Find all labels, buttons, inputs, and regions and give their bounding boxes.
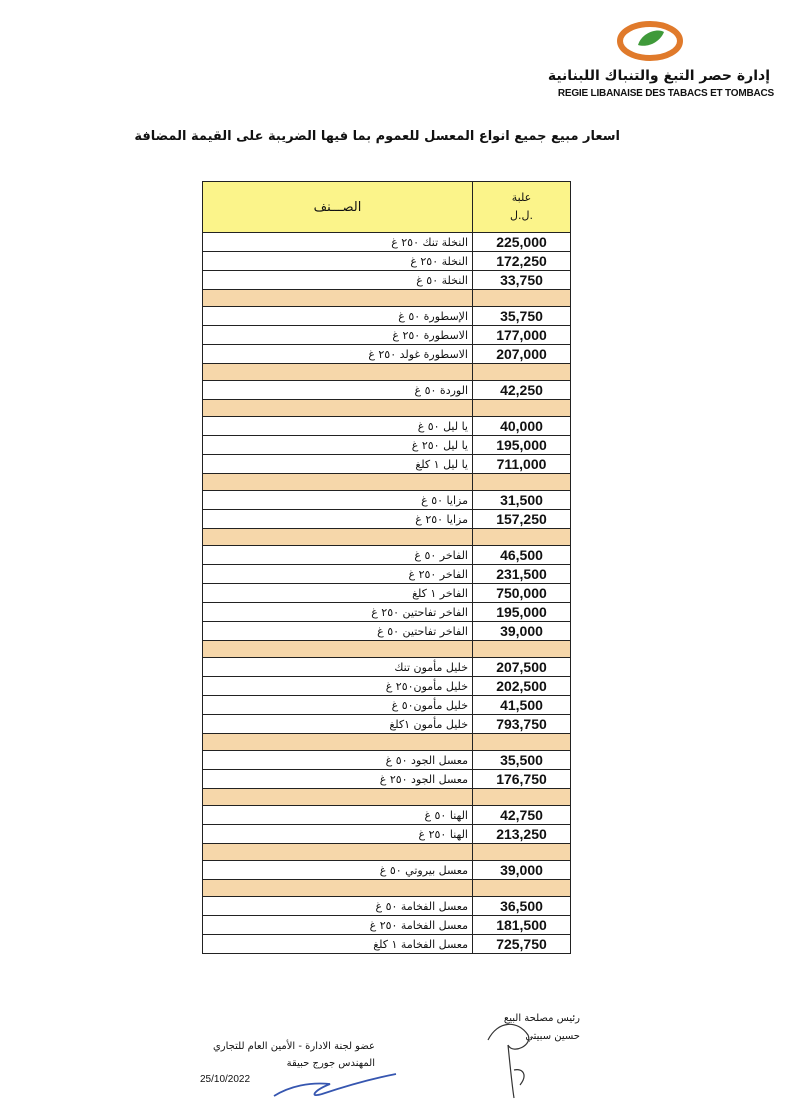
item-price: 33,750: [473, 271, 571, 290]
item-price: 42,250: [473, 381, 571, 400]
sales-head-title: رئيس مصلحة البيع: [503, 1013, 580, 1024]
item-price: 750,000: [473, 584, 571, 603]
item-price: 172,250: [473, 252, 571, 271]
separator-cell: [203, 529, 473, 546]
table-row: [203, 565, 571, 584]
group-separator-row: [203, 400, 571, 417]
price-unit-currency: ل.ل.: [510, 209, 533, 222]
table-row: [203, 307, 571, 326]
item-price: 35,500: [473, 751, 571, 770]
item-price: 31,500: [473, 491, 571, 510]
group-separator-row: [203, 789, 571, 806]
separator-cell: [203, 400, 473, 417]
table-row: [203, 436, 571, 455]
separator-cell: [203, 789, 473, 806]
column-header-item: الصـــنف: [203, 182, 473, 233]
signature-block-secretary-general: [200, 1038, 375, 1072]
handwritten-signature-right-icon: [478, 1000, 548, 1100]
separator-cell: [473, 734, 571, 751]
table-row: [203, 715, 571, 734]
item-name: النخلة ٥٠ غ: [203, 271, 473, 290]
separator-cell: [203, 641, 473, 658]
table-row: [203, 696, 571, 715]
item-name: معسل الفخامة ١ كلغ: [203, 935, 473, 954]
sales-head-name: حسين سبيتي: [525, 1031, 580, 1042]
item-name: معسل الفخامة ٢٥٠ غ: [203, 916, 473, 935]
group-separator-row: [203, 734, 571, 751]
item-name: الفاخر ٢٥٠ غ: [203, 565, 473, 584]
separator-cell: [473, 880, 571, 897]
table-row: [203, 584, 571, 603]
item-name: الهنا ٥٠ غ: [203, 806, 473, 825]
item-name: النخلة تنك ٢٥٠ غ: [203, 233, 473, 252]
item-price: 177,000: [473, 326, 571, 345]
item-name: مزايا ٥٠ غ: [203, 491, 473, 510]
table-row: [203, 916, 571, 935]
separator-cell: [203, 880, 473, 897]
item-name: خليل مأمون تنك: [203, 658, 473, 677]
item-price: 225,000: [473, 233, 571, 252]
table-row: [203, 455, 571, 474]
item-price: 35,750: [473, 307, 571, 326]
item-price: 157,250: [473, 510, 571, 529]
separator-cell: [203, 734, 473, 751]
table-row: [203, 233, 571, 252]
separator-cell: [473, 641, 571, 658]
org-name-arabic: إدارة حصر التبغ والتنباك اللبنانية: [547, 68, 770, 84]
secretary-title: عضو لجنة الادارة - الأمين العام للتجاري: [212, 1041, 375, 1052]
item-name: يا ليل ٥٠ غ: [203, 417, 473, 436]
item-price: 202,500: [473, 677, 571, 696]
separator-cell: [473, 400, 571, 417]
group-separator-row: [203, 474, 571, 491]
table-row: [203, 806, 571, 825]
table-row: [203, 603, 571, 622]
table-header-row: [203, 182, 571, 233]
item-name: الفاخر ٥٠ غ: [203, 546, 473, 565]
table-row: [203, 252, 571, 271]
item-name: معسل الجود ٥٠ غ: [203, 751, 473, 770]
group-separator-row: [203, 364, 571, 381]
secretary-name: المهندس جورج حبيقة: [286, 1058, 375, 1069]
item-name: الفاخر ١ كلغ: [203, 584, 473, 603]
document-title: اسعار مبيع جميع انواع المعسل للعموم بما فيها الضريبة على القيمة المضافة: [134, 129, 620, 144]
group-separator-row: [203, 641, 571, 658]
item-price: 195,000: [473, 436, 571, 455]
separator-cell: [473, 789, 571, 806]
item-price: 725,750: [473, 935, 571, 954]
handwritten-signature-left-icon: [270, 1068, 400, 1102]
item-name: يا ليل ٢٥٠ غ: [203, 436, 473, 455]
item-price: 46,500: [473, 546, 571, 565]
document-date: 25/10/2022: [200, 1074, 251, 1085]
table-row: [203, 271, 571, 290]
table-row: [203, 751, 571, 770]
group-separator-row: [203, 880, 571, 897]
item-price: 711,000: [473, 455, 571, 474]
table-row: [203, 491, 571, 510]
item-name: معسل الفخامة ٥٠ غ: [203, 897, 473, 916]
table-row: [203, 381, 571, 400]
item-price: 195,000: [473, 603, 571, 622]
item-name: الإسطورة ٥٠ غ: [203, 307, 473, 326]
item-name: خليل مأمون ١كلغ: [203, 715, 473, 734]
item-name: النخلة ٢٥٠ غ: [203, 252, 473, 271]
item-name: معسل الجود ٢٥٠ غ: [203, 770, 473, 789]
table-row: [203, 326, 571, 345]
item-price: 176,750: [473, 770, 571, 789]
table-row: [203, 825, 571, 844]
item-price: 181,500: [473, 916, 571, 935]
item-price: 40,000: [473, 417, 571, 436]
separator-cell: [203, 290, 473, 307]
item-price: 41,500: [473, 696, 571, 715]
table-row: [203, 677, 571, 696]
separator-cell: [473, 844, 571, 861]
item-price: 213,250: [473, 825, 571, 844]
column-header-price: [473, 182, 571, 233]
item-name: خليل مأمون٥٠ غ: [203, 696, 473, 715]
item-name: الاسطورة غولد ٢٥٠ غ: [203, 345, 473, 364]
item-name: الوردة ٥٠ غ: [203, 381, 473, 400]
table-row: [203, 345, 571, 364]
price-table: [202, 181, 571, 954]
item-price: 36,500: [473, 897, 571, 916]
table-row: [203, 546, 571, 565]
item-name: الاسطورة ٢٥٠ غ: [203, 326, 473, 345]
item-price: 39,000: [473, 861, 571, 880]
item-name: مزايا ٢٥٠ غ: [203, 510, 473, 529]
table-row: [203, 770, 571, 789]
table-row: [203, 861, 571, 880]
table-row: [203, 622, 571, 641]
item-price: 42,750: [473, 806, 571, 825]
separator-cell: [473, 474, 571, 491]
table-row: [203, 897, 571, 916]
group-separator-row: [203, 844, 571, 861]
item-name: معسل بيروتي ٥٠ غ: [203, 861, 473, 880]
item-name: خليل مأمون٢٥٠ غ: [203, 677, 473, 696]
item-price: 207,500: [473, 658, 571, 677]
price-table-body: [203, 182, 571, 954]
separator-cell: [473, 529, 571, 546]
item-name: الفاخر تفاحتين ٢٥٠ غ: [203, 603, 473, 622]
item-price: 231,500: [473, 565, 571, 584]
table-row: [203, 658, 571, 677]
item-name: الهنا ٢٥٠ غ: [203, 825, 473, 844]
group-separator-row: [203, 290, 571, 307]
separator-cell: [203, 844, 473, 861]
table-row: [203, 510, 571, 529]
separator-cell: [473, 364, 571, 381]
table-row: [203, 935, 571, 954]
org-name-french: REGIE LIBANAISE DES TABACS ET TOMBACS: [557, 88, 774, 99]
group-separator-row: [203, 529, 571, 546]
item-price: 207,000: [473, 345, 571, 364]
item-price: 793,750: [473, 715, 571, 734]
item-price: 39,000: [473, 622, 571, 641]
item-name: الفاخر تفاحتين ٥٠ غ: [203, 622, 473, 641]
regie-logo-icon: [612, 18, 688, 64]
separator-cell: [203, 474, 473, 491]
table-row: [203, 417, 571, 436]
price-unit-pack: علبة: [511, 191, 532, 204]
separator-cell: [473, 290, 571, 307]
item-name: يا ليل ١ كلغ: [203, 455, 473, 474]
separator-cell: [203, 364, 473, 381]
